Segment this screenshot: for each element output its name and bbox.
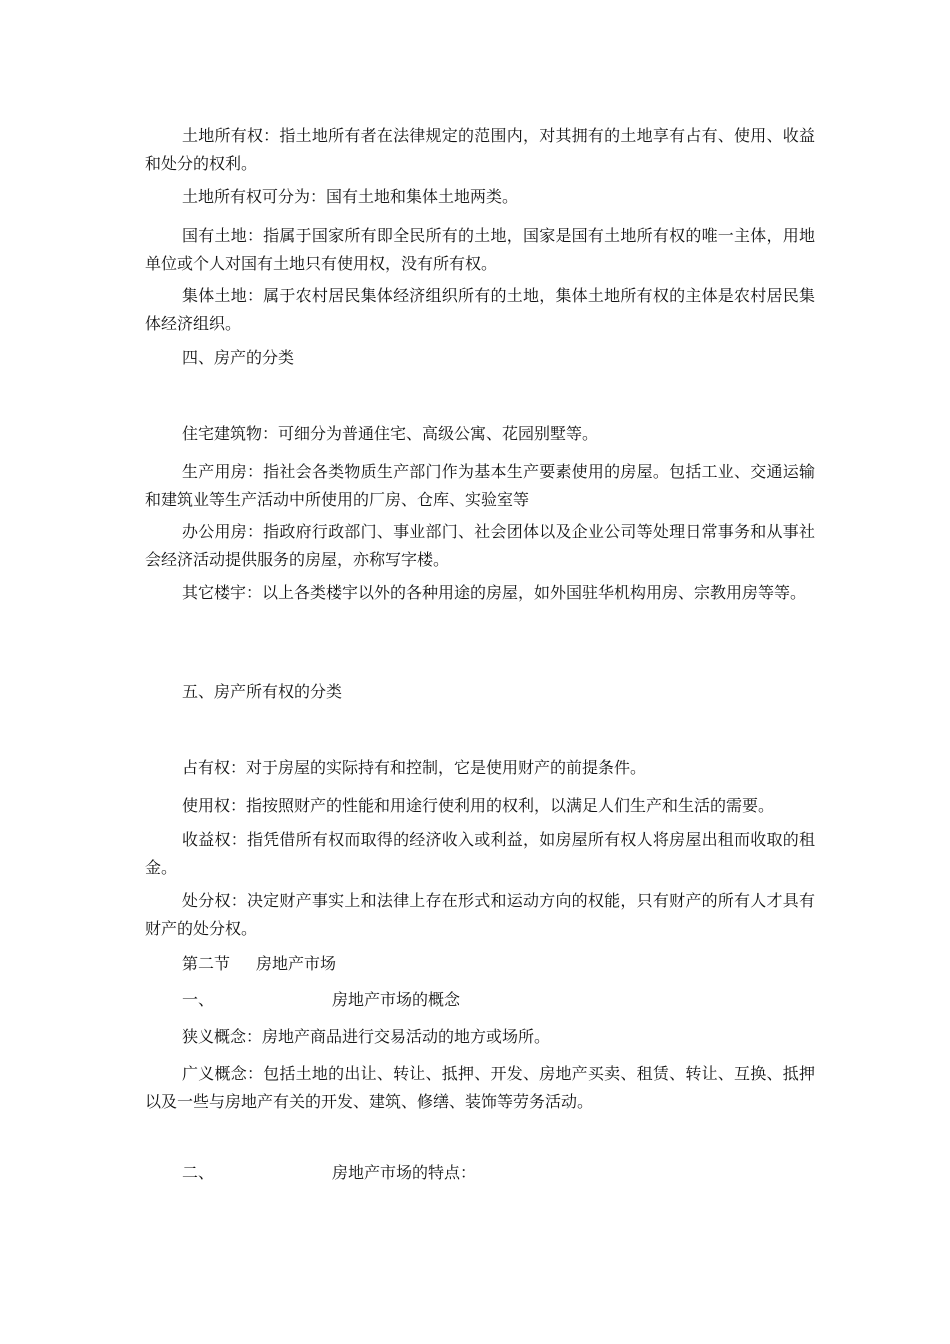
subsection-2-number: 二、 [182, 1163, 215, 1182]
paragraph-office-housing: 办公用房：指政府行政部门、事业部门、社会团体以及企业公司等处理日常事务和从事社会经济活动提供服务的房屋，亦称写字楼。 [145, 522, 815, 569]
paragraph-narrow-concept: 狭义概念：房地产商品进行交易活动的地方或场所。 [182, 1027, 551, 1046]
paragraph-other-buildings: 其它楼宇：以上各类楼宇以外的各种用途的房屋，如外国驻华机构用房、宗教用房等等。 [182, 583, 807, 602]
paragraph-land-ownership-types: 土地所有权可分为：国有土地和集体土地两类。 [182, 187, 519, 206]
subsection-1-number: 一、 [182, 990, 215, 1009]
heading-property-classification: 四、房产的分类 [182, 348, 295, 367]
paragraph-use-right: 使用权：指按照财产的性能和用途行使利用的权利，以满足人们生产和生活的需要。 [182, 796, 775, 815]
paragraph-disposal-right: 处分权：决定财产事实上和法律上存在形式和运动方向的权能，只有财产的所有人才具有财产的处分权。 [145, 891, 815, 938]
section-2-number: 第二节 [182, 954, 231, 973]
paragraph-land-ownership: 土地所有权：指土地所有者在法律规定的范围内，对其拥有的土地享有占有、使用、收益和处分的权利。 [145, 126, 815, 173]
paragraph-state-land: 国有土地：指属于国家所有即全民所有的土地，国家是国有土地所有权的唯一主体，用地单位或个人对国有土地只有使用权，没有所有权。 [145, 226, 815, 273]
heading-market-concept [182, 986, 460, 1014]
subsection-1-title: 房地产市场的概念 [332, 990, 461, 1009]
subsection-2-title: 房地产市场的特点： [332, 1163, 477, 1182]
paragraph-possession-right: 占有权：对于房屋的实际持有和控制，它是使用财产的前提条件。 [182, 758, 647, 777]
heading-ownership-classification: 五、房产所有权的分类 [182, 682, 343, 701]
paragraph-collective-land: 集体土地：属于农村居民集体经济组织所有的土地，集体土地所有权的主体是农村居民集体经济组织。 [145, 286, 815, 333]
heading-market-features [182, 1159, 476, 1187]
paragraph-residential: 住宅建筑物：可细分为普通住宅、高级公寓、花园别墅等。 [182, 424, 599, 443]
heading-section-2 [182, 950, 336, 978]
paragraph-income-right: 收益权：指凭借所有权而取得的经济收入或利益，如房屋所有权人将房屋出租而收取的租金。 [145, 830, 815, 877]
paragraph-broad-concept: 广义概念：包括土地的出让、转让、抵押、开发、房地产买卖、租赁、转让、互换、抵押以及一些与房地产有关的开发、建筑、修缮、装饰等劳务活动。 [145, 1064, 815, 1111]
paragraph-production-housing: 生产用房：指社会各类物质生产部门作为基本生产要素使用的房屋。包括工业、交通运输和建筑业等生产活动中所使用的厂房、仓库、实验室等 [145, 462, 815, 509]
section-2-title: 房地产市场 [256, 954, 337, 973]
